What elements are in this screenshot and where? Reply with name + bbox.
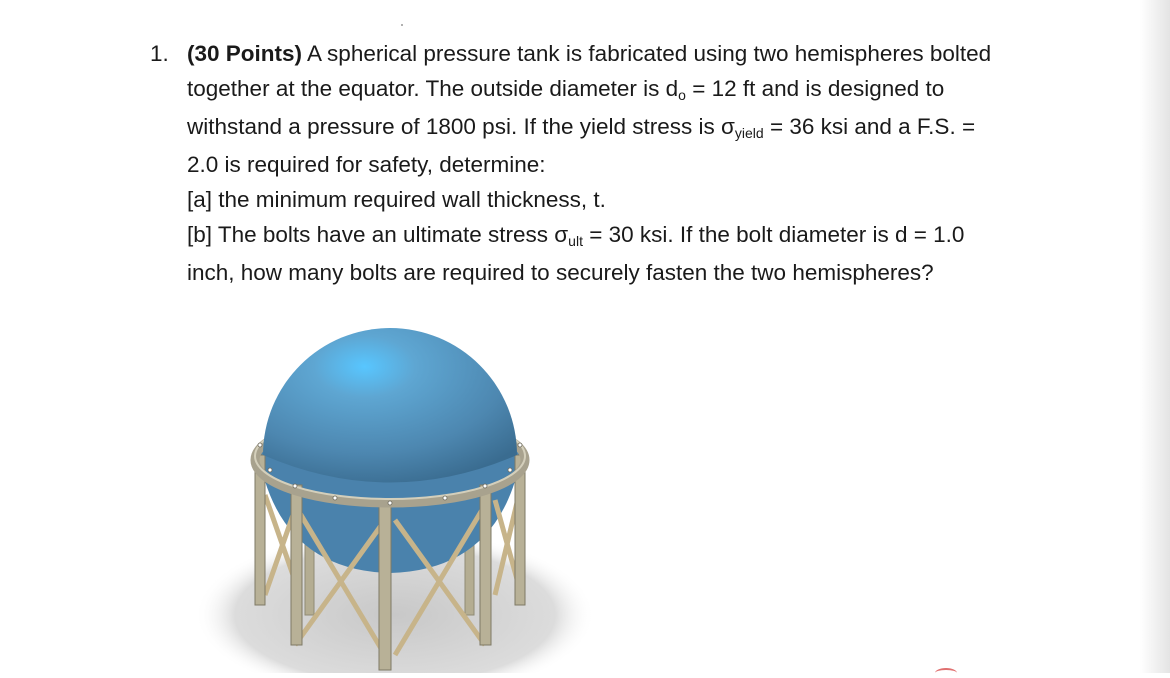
upper-hemisphere [263,328,517,483]
subscript: yield [734,125,764,141]
problem-line-4: 2.0 is required for safety, determine: [187,152,546,177]
tank-illustration [195,305,595,673]
spherical-tank-figure [195,305,595,673]
problem-text: = 36 ksi and a F.S. = [763,114,976,139]
problem-line-3 [150,109,1050,147]
problem-text: together at the equator. The outside diameter is d [187,76,679,101]
problem-text: = 12 ft and is designed to [685,76,945,101]
problem-line-7: inch, how many bolts are required to securely fasten the two hemispheres? [187,260,934,285]
part-b [150,217,1050,255]
page-edge-shadow [1140,0,1170,673]
problem-points: (30 Points) [187,41,303,66]
problem-number: 1. [150,41,169,66]
stray-dot [401,24,403,26]
problem-text: = 30 ksi. If the bolt diameter is d = 1.0 [582,222,965,247]
problem-text: withstand a pressure of 1800 psi. If the yield stress is σ [187,114,735,139]
problem-text: [b] The bolts have an ultimate stress σ [187,222,569,247]
subscript: ult [568,233,583,249]
subscript: o [678,87,686,103]
problem-text: A spherical pressure tank is fabricated using two hemispheres bolted [302,41,992,66]
problem-statement [150,36,1050,290]
part-a: [a] the minimum required wall thickness, t. [187,187,606,212]
problem-line-1 [150,36,1050,71]
problem-line-2 [150,71,1050,109]
corner-mark [935,668,957,678]
